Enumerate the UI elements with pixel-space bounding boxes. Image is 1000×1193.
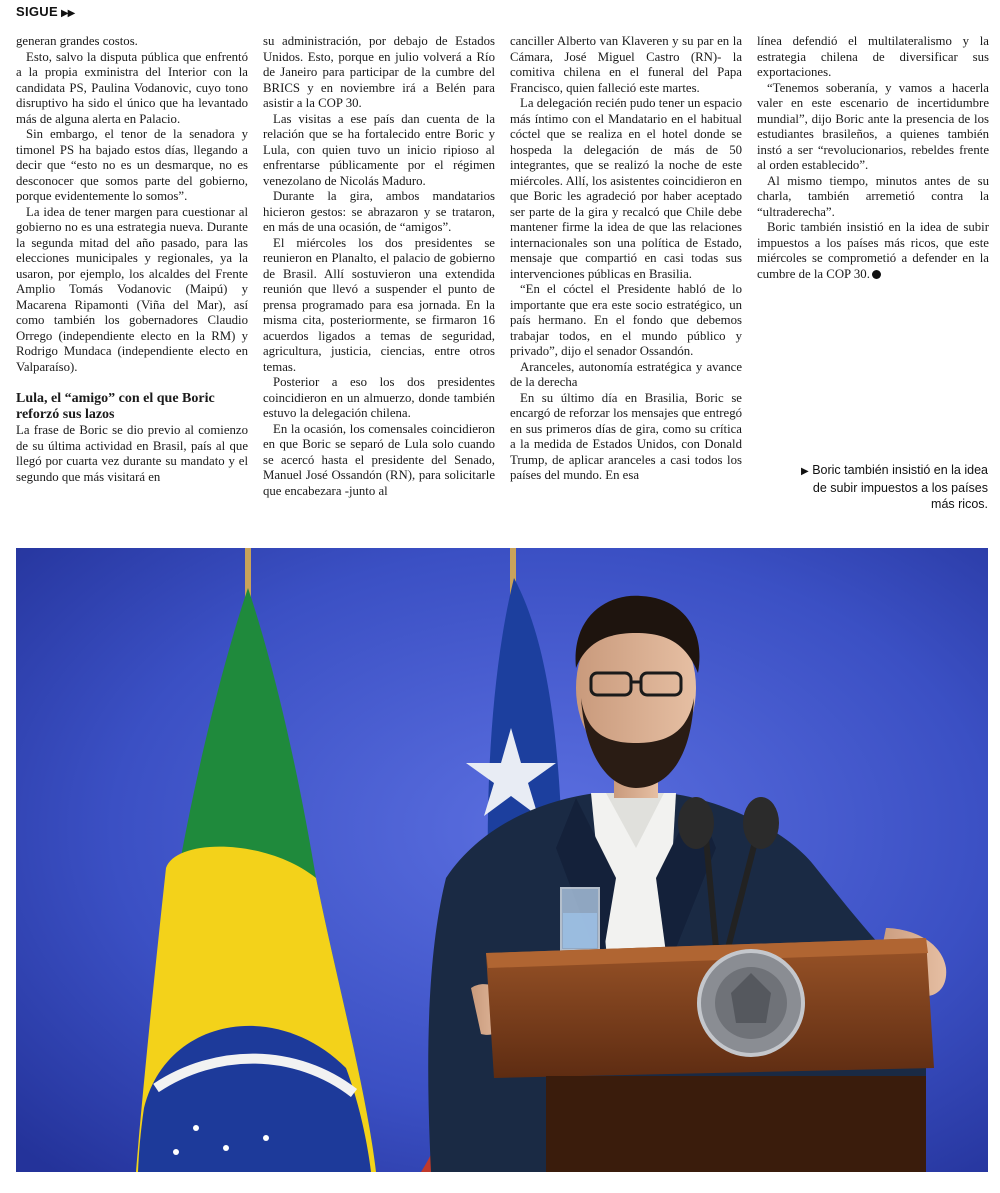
paragraph-text: generan grandes costos. xyxy=(16,34,138,48)
paragraph-text: El miércoles los dos presidentes se reunieron en Planalto, el palacio de gobierno de Brasil. Allí sostuvieron una extendida reunión que llevó a suspender el punto de prensa programado para esa jornada. En la misma cita, posteriormente, se firmaron 16 acuerdos ligados a temas de seguridad, agricultura, justicia, ciencias, entre otros temas. xyxy=(263,235,495,374)
article-paragraph xyxy=(16,50,248,128)
caption-marker-icon: ▶ xyxy=(801,466,809,477)
caption-text: Boric también insistió en la idea de subir impuestos a los países más ricos. xyxy=(812,463,988,511)
article-paragraph xyxy=(263,236,495,376)
article-paragraph xyxy=(510,391,742,484)
article-paragraph xyxy=(510,282,742,360)
paragraph-text: Sin embargo, el tenor de la senadora y timonel PS ha bajado estos días, llegando a decir que “esto no es un desmarque, no es desconocer que somos parte del gobierno, porque evidentemente lo somos”. xyxy=(16,127,248,203)
article-paragraph xyxy=(757,174,989,221)
paragraph-text: línea defendió el multilateralismo y la estrategia chilena de diversificar sus exportaciones. xyxy=(757,34,989,79)
paragraph-text: La delegación recién pudo tener un espacio más íntimo con el Mandatario en el habitual cóctel que se realiza en el hotel donde se hospeda la delegación de más de 50 integrantes, que se realizó la noche de este miércoles. Allí, los asistentes coincidieron en que Boric les agradeció por haber aceptado ser parte de la gira y recalcó que Chile debe mantener firme la idea de que las relaciones internacionales son una política de Estado, mensaje que compartió en casi todas sus intervenciones públicas en Brasilia. xyxy=(510,96,742,281)
article-column-3 xyxy=(510,34,742,484)
paragraph-text: Esto, salvo la disputa pública que enfrentó a la propia exministra del Interior con la candidata PS, Paulina Vodanovic, cuyo tono disruptivo ha sido el único que ha levantado más de alguna alerta en Palacio. xyxy=(16,49,248,126)
paragraph-text: Aranceles, autonomía estratégica y avance de la derecha xyxy=(510,359,742,389)
continues-arrows-icon: ▶▶ xyxy=(60,8,75,19)
paragraph-text: Boric también insistió en la idea de subir impuestos a los países más ricos, que este miércoles se comprometió a defender en la cumbre de la COP 30. xyxy=(757,220,989,281)
podium xyxy=(486,938,934,1172)
continues-label: SIGUE xyxy=(16,4,58,19)
paragraph-text: Las visitas a ese país dan cuenta de la relación que se ha fortalecido entre Boric y Lula, con quien tuvo un inicio ripioso al enfrentarse públicamente por el régimen venezolano de Nicolás Maduro. xyxy=(263,111,495,188)
paragraph-text: La idea de tener margen para cuestionar al gobierno no es una estrategia nueva. Durante la segunda mitad del año pasado, para las elecciones municipales y regionales, ya la usaron, por ejemplo, los alcaldes del Frente Amplio Tomás Vodanovic (Maipú) y Macarena Ripamonti (Viña del Mar), así como también los gobernadores Claudio Orrego (independiente electo en la RM) y Rodrigo Mundaca (independiente electo en Valparaíso). xyxy=(16,204,248,374)
article-paragraph xyxy=(16,205,248,376)
paragraph-text: Al mismo tiempo, minutos antes de su charla, también arremetió contra la “ultraderecha”. xyxy=(757,173,989,219)
paragraph-text: “Tenemos soberanía, y vamos a hacerla valer en este escenario de incertidumbre mundial”, dijo Boric ante la presencia de los estudiantes brasileños, a quienes también instó a ser “revolucionarios, rebeldes frente al orden establecido”. xyxy=(757,80,989,172)
paragraph-text: Durante la gira, ambos mandatarios hicieron gestos: se abrazaron y se trataron, en más de una ocasión, de “amigos”. xyxy=(263,189,495,234)
continues-header xyxy=(16,4,74,19)
end-of-article-icon xyxy=(872,270,881,279)
article-paragraph xyxy=(510,96,742,282)
water-glass xyxy=(561,888,599,950)
article-paragraph xyxy=(263,189,495,236)
paragraph-text: Posterior a eso los dos presidentes coincidieron en un almuerzo, donde también estuvo la delegación chilena. xyxy=(263,375,495,420)
article-paragraph xyxy=(16,34,248,50)
article-column-4 xyxy=(757,34,989,282)
article-paragraph xyxy=(263,422,495,500)
article-paragraph xyxy=(16,127,248,205)
article-paragraph xyxy=(757,34,989,81)
article-paragraph xyxy=(510,34,742,96)
article-column-1 xyxy=(16,34,248,485)
article-paragraph xyxy=(16,423,248,485)
article-paragraph xyxy=(263,375,495,422)
article-paragraph xyxy=(757,220,989,282)
article-column-2 xyxy=(263,34,495,499)
paragraph-text: “En el cóctel el Presidente habló de lo importante que era este socio estratégico, un país hermano. En el fondo que debemos trabajar todos, en el mundo público y privado”, dijo el senador Ossandón. xyxy=(510,282,742,358)
article-paragraph xyxy=(263,112,495,190)
paragraph-text: En la ocasión, los comensales coincidieron en que Boric se separó de Lula solo cuando se acercó hasta el presidente del Senado, Manuel José Ossandón (RN), para solicitarle que encabezara -junto al xyxy=(263,421,495,498)
photo-caption xyxy=(798,462,988,512)
subheading-text: Lula, el “amigo” con el que Boric reforzó sus lazos xyxy=(16,391,215,422)
article-photo xyxy=(16,548,988,1172)
paragraph-text: canciller Alberto van Klaveren y su par en la Cámara, José Miguel Castro (RN)- la comitiva chilena en el funeral del Papa Francisco, quien falleció este martes. xyxy=(510,34,742,95)
article-paragraph xyxy=(263,34,495,112)
article-paragraph xyxy=(757,81,989,174)
section-subheading xyxy=(16,391,248,422)
paragraph-text: En su último día en Brasilia, Boric se encargó de reforzar los mensajes que entregó en sus primeros días de gira, como su crítica a la medida de Estados Unidos, con Donald Trump, de aplicar aranceles a casi todos los países del mundo. En esa xyxy=(510,390,742,482)
paragraph-text: su administración, por debajo de Estados Unidos. Esto, porque en julio volverá a Río de Janeiro para participar de la cumbre del BRICS y en noviembre irá a Belén para asistir a la COP 30. xyxy=(263,34,495,110)
photo-illustration xyxy=(16,548,988,1172)
article-paragraph xyxy=(510,360,742,391)
paragraph-text: La frase de Boric se dio previo al comienzo de su última actividad en Brasil, país al que llegó por cuarta vez durante su mandato y el segundo que más visitará en xyxy=(16,423,248,484)
